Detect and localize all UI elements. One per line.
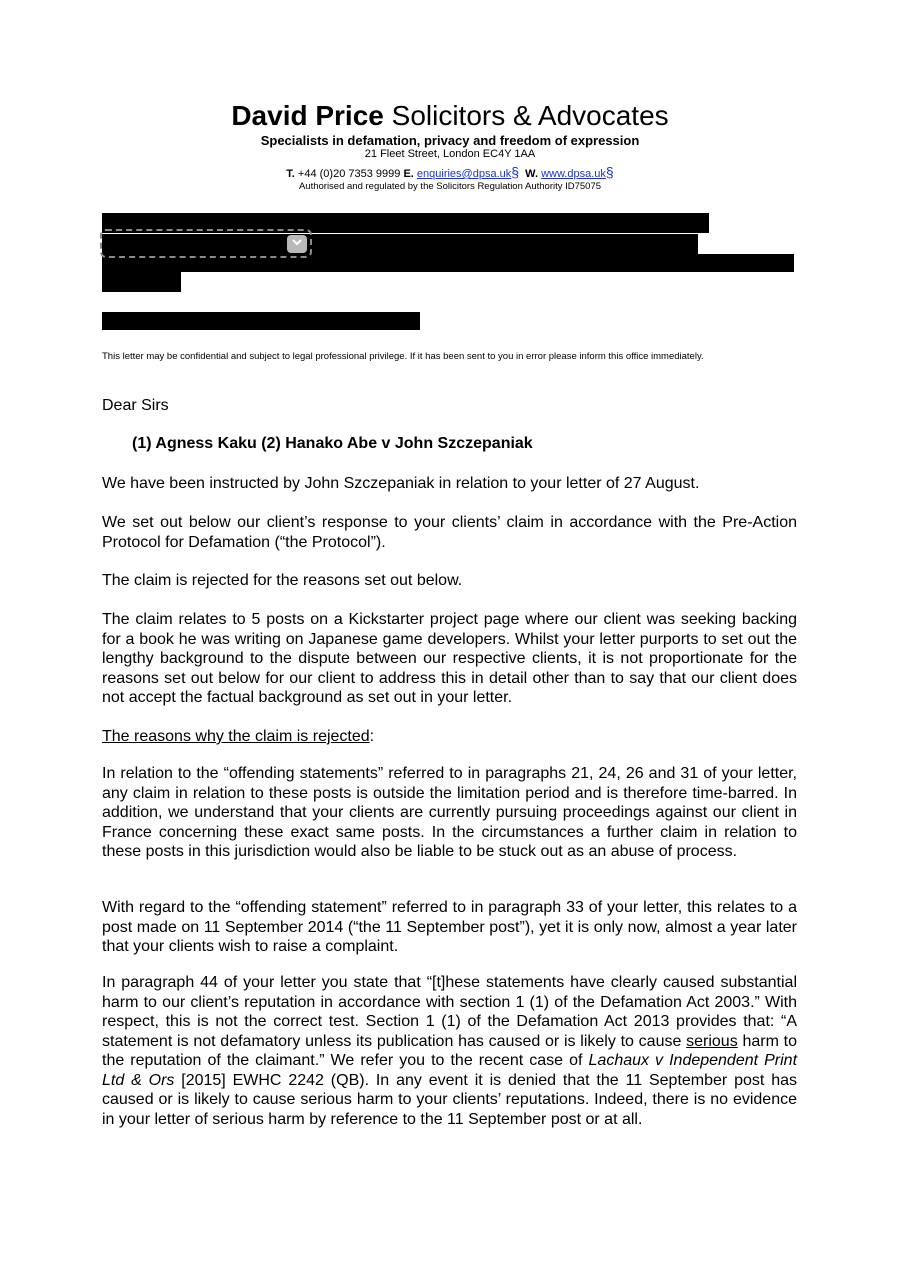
- regulation-line: Authorised and regulated by the Solicitors Regulation Authority ID75075: [298, 181, 602, 192]
- paragraph-instruction: We have been instructed by John Szczepaniak in relation to your letter of 27 August.: [102, 475, 700, 492]
- case-citation: Lachaux v Independent Print Ltd & Ors: [102, 1052, 798, 1089]
- firm-name: [0, 100, 900, 132]
- confidentiality-notice: This letter may be confidential and subject to legal professional privilege. If it has been sent to you in error please inform this office immediately.: [102, 351, 704, 362]
- serious-harm-text-a: In paragraph 44 of your letter you state that “[t]hese statements have clearly caused substantial harm to our client’s reputation in accordance with section 1 (1) of the Defamation Act 2003.” With respect, this is not the correct test. Section 1 (1) of the Defamation Act 2013 provides that: “A statement is not defamatory unless its publication has caused or is likely to cause: [102, 974, 797, 1050]
- tel-number: +44 (0)20 7353 9999: [297, 168, 401, 180]
- paragraph-limitation: In relation to the “offending statements” referred to in paragraphs 21, 24, 26 and 31 of your letter, any claim in relation to these posts is outside the limitation period and is therefore time-barred. In addition, we understand that your clients are currently pursuing proceedings against our client in France concerning these exact same posts. In the circumstances a further claim in relation to these posts in this jurisdiction would also be liable to be stuck out as an abuse of process.: [102, 765, 797, 860]
- redaction-field-outline[interactable]: [100, 229, 312, 258]
- paragraph-september-post: With regard to the “offending statement” referred to in paragraph 33 of your letter, this relates to a post made on 11 September 2014 (“the 11 September post”), yet it is only now, almost a year later that your clients wish to raise a complaint.: [102, 899, 797, 955]
- serious-emphasis: serious: [686, 1032, 738, 1050]
- firm-address: 21 Fleet Street, London EC4Y 1AA: [364, 148, 536, 160]
- email-label: E.: [403, 168, 414, 180]
- link-marker-icon: §: [511, 164, 520, 180]
- web-link[interactable]: www.dpsa.uk: [541, 168, 606, 180]
- email-link[interactable]: enquiries@dpsa.uk: [416, 168, 512, 180]
- case-heading: (1) Agness Kaku (2) Hanako Abe v John Szczepaniak: [132, 435, 533, 452]
- serious-harm-text-b: harm to the reputation of the claimant.” We refer you to the recent case of: [102, 1032, 797, 1069]
- paragraph-serious-harm: [102, 973, 797, 1129]
- tel-label: T.: [286, 168, 295, 180]
- reasons-heading-colon: :: [369, 728, 375, 745]
- firm-name-bold: David Price: [231, 100, 384, 131]
- firm-tagline: Specialists in defamation, privacy and freedom of expression: [260, 133, 640, 148]
- reasons-heading-text: The reasons why the claim is rejected: [102, 728, 370, 745]
- paragraph-response: We set out below our client’s response to your clients’ claim in accordance with the Pre-Action Protocol for Defamation (“the Protocol”).: [102, 514, 797, 551]
- letterhead: [0, 100, 900, 193]
- chevron-down-icon: [292, 239, 302, 246]
- serious-harm-text-c: [2015] EWHC 2242 (QB). In any event it is denied that the 11 September post has caused or is likely to cause serious harm to your clients’ reputations. Indeed, there is no evidence in your letter of serious harm by reference to the 11 September post or at all.: [102, 1071, 798, 1128]
- dropdown-button[interactable]: [287, 235, 307, 253]
- link-marker-icon: §: [605, 164, 614, 180]
- web-label: W.: [525, 168, 539, 180]
- redaction-bar: [102, 312, 420, 330]
- firm-name-rest: Solicitors & Advocates: [383, 100, 669, 131]
- redaction-bar: [102, 272, 181, 292]
- reasons-heading: [102, 727, 797, 747]
- paragraph-background: The claim relates to 5 posts on a Kickstarter project page where our client was seeking backing for a book he was writing on Japanese game developers. Whilst your letter purports to set out the lengthy background to the dispute between our respective clients, it is not proportionate for the reasons set out below for our client to address this in detail other than to say that our client does not accept the factual background as set out in your letter.: [102, 611, 797, 706]
- contact-line: [0, 165, 900, 181]
- paragraph-rejected: The claim is rejected for the reasons set out below.: [102, 572, 463, 589]
- salutation: Dear Sirs: [102, 397, 169, 414]
